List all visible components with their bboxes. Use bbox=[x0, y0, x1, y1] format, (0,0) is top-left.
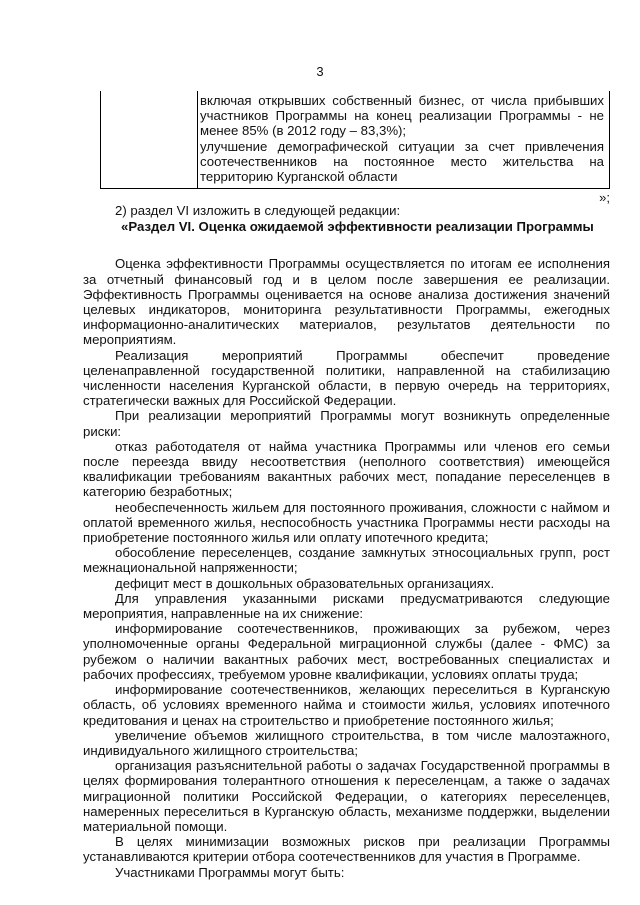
paragraph: информирование соотечественников, проживающих за рубежом, через уполномоченные органы Федеральной миграционной службы (далее - ФМС) за рубежом о наличии вакантных рабочих мест, востребованных специалистах и рабочих профессиях, требуемом уровне квалификации, условиях оплаты труда; bbox=[83, 621, 610, 682]
paragraph: информирование соотечественников, желающих переселиться в Курганскую область, об условиях временного найма и стоимости жилья, условиях ипотечного кредитования и ценах на строительство и приобретение постоянного жилья; bbox=[83, 682, 610, 728]
page-number: 3 bbox=[316, 64, 324, 79]
paragraph: Оценка эффективности Программы осуществляется по итогам ее исполнения за отчетный финансовый год и в целом после завершения ее реализации. Эффективность Программы оценивается на основе анализа достижения значений целевых индикаторов, мониторинга результативности Программы, ежегодных информационно-аналитических материалов, результатов деятельности по мероприятиям. bbox=[83, 256, 610, 348]
paragraph: увеличение объемов жилищного строительства, в том числе малоэтажного, индивидуального жилищного строительства; bbox=[83, 727, 610, 758]
table-fragment bbox=[100, 91, 610, 189]
document-body bbox=[83, 203, 610, 880]
amendment-intro: 2) раздел VI изложить в следующей редакции: bbox=[115, 203, 401, 218]
paragraph: обособление переселенцев, создание замкнутых этносоциальных групп, рост межнациональной напряженности; bbox=[83, 545, 610, 576]
table-column-divider bbox=[197, 91, 198, 188]
closing-quote: »; bbox=[599, 190, 610, 205]
paragraph: Участниками Программы могут быть: bbox=[115, 864, 345, 880]
paragraph: отказ работодателя от найма участника Программы или членов его семьи после переезда ввиду несоответствия (неполного соответствия) имеющейся квалификации требованиям вакантных рабочих мест, попадание переселенцев в категорию безработных; bbox=[83, 438, 610, 500]
table-cell bbox=[200, 93, 604, 184]
paragraph: В целях минимизации возможных рисков при реализации Программы устанавливаются критерии отбора соотечественников для участия в Программе. bbox=[83, 834, 610, 865]
paragraph: При реализации мероприятий Программы могут возникнуть определенные риски: bbox=[83, 408, 610, 439]
table-cell-paragraph: включая открывших собственный бизнес, от числа прибывших участников Программы на конец реализации Программы - не менее 85% (в 2012 году – 83,3%); bbox=[200, 93, 604, 139]
section-heading: «Раздел VI. Оценка ожидаемой эффективности реализации Программы bbox=[121, 219, 594, 235]
paragraph: Для управления указанными рисками предусматриваются следующие мероприятия, направленные на их снижение: bbox=[83, 590, 610, 622]
table-cell-paragraph: улучшение демографической ситуации за счет привлечения соотечественников на постоянное место жительства на территорию Курганской области bbox=[200, 138, 604, 185]
paragraph: необеспеченность жильем для постоянного проживания, сложности с наймом и оплатой временного жилья, неспособность участника Программы нести расходы на приобретение постоянного жилья или оплату ипотечного кредита; bbox=[83, 499, 610, 546]
paragraph: Реализация мероприятий Программы обеспечит проведение целенаправленной государственной политики, направленной на стабилизацию численности населения Курганской области, в первую очередь на территориях, стратегически важных для Российской Федерации. bbox=[83, 347, 610, 409]
paragraph: дефицит мест в дошкольных образовательных организациях. bbox=[115, 575, 495, 591]
paragraph: организация разъяснительной работы о задачах Государственной программы в целях формирования толерантного отношения к переселенцам, а также о задачах миграционной политики Российской Федерации, о категориях переселенцев, намеренных переселиться в Курганскую область, механизме поддержки, выделении материальной помощи. bbox=[83, 758, 610, 834]
